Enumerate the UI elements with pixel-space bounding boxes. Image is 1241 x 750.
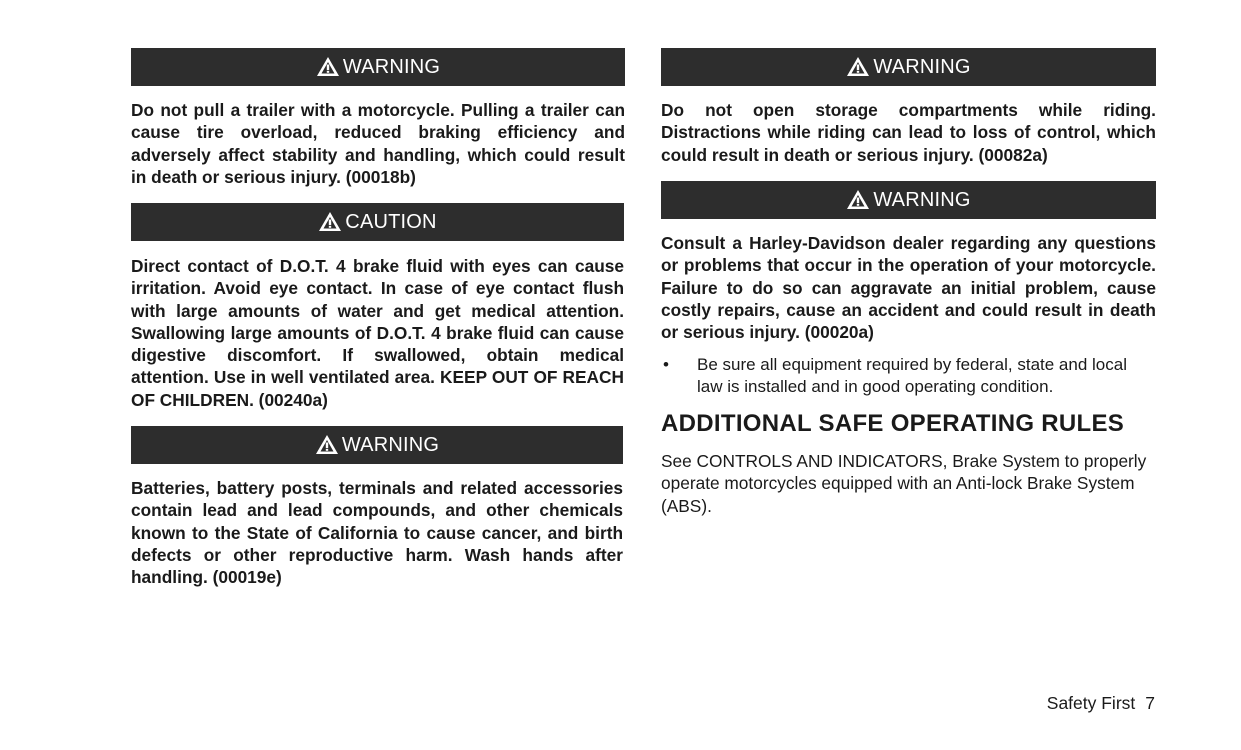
footer-section-name: Safety First <box>1046 693 1136 713</box>
warning-text: Do not pull a trailer with a motorcycle. Pulling a trailer can cause tire overload, reduced braking efficiency and adversely affect stability and handling, which could result in death or serious injury. (00018b) <box>131 100 625 187</box>
warning-text: Do not open storage compartments while riding. Distractions while riding can lead to loss of control, which could result in death or serious injury. (00082a) <box>661 100 1156 165</box>
bullet-icon: • <box>663 355 669 374</box>
warning-triangle-icon <box>315 434 339 455</box>
banner-label: CAUTION <box>345 210 437 233</box>
warning-triangle-icon <box>316 56 340 77</box>
page-number: 7 <box>1145 693 1155 713</box>
banner-label: WARNING <box>873 55 971 78</box>
caution-text: Direct contact of D.O.T. 4 brake fluid with eyes can cause irritation. Avoid eye contact. In case of eye contact flush with large amounts of water and get medical attention. Swallowing large amounts of D.O.T. 4 brake fluid can cause digestive discomfort. If swallowed, obtain medical attention. Use in well ventilated area. KEEP OUT OF REACH OF CHILDREN. (00240a) <box>131 256 624 410</box>
caution-banner <box>131 203 624 241</box>
warning-banner <box>131 426 623 464</box>
banner-label: WARNING <box>341 433 440 456</box>
page-footer <box>1047 693 1155 714</box>
list-item <box>661 354 1156 399</box>
warning-banner <box>661 181 1156 219</box>
section-text: See CONTROLS AND INDICATORS, Brake System to properly operate motorcycles equipped with an Anti-lock Brake System (ABS). <box>661 451 1147 516</box>
warning-triangle-icon <box>846 56 870 77</box>
warning-triangle-icon <box>318 211 342 232</box>
warning-text: Consult a Harley-Davidson dealer regarding any questions or problems that occur in the operation of your motorcycle. Failure to do so can aggravate an initial problem, cause costly repairs, cause an accident and could result in death or serious injury. (00020a) <box>661 233 1156 343</box>
warning-banner <box>661 48 1156 86</box>
banner-label: WARNING <box>873 188 971 211</box>
banner-label: WARNING <box>342 55 441 78</box>
warning-triangle-icon <box>846 189 870 210</box>
warning-text: Batteries, battery posts, terminals and related accessories contain lead and lead compounds, and other chemicals known to the State of California to cause cancer, and birth defects or other reproductive harm. Wash hands after handling. (00019e) <box>131 478 623 588</box>
section-heading: ADDITIONAL SAFE OPERATING RULES <box>661 410 1125 437</box>
list-item-text: Be sure all equipment required by federal, state and local law is installed and in good operating condition. <box>697 355 1127 397</box>
warning-banner <box>131 48 625 86</box>
